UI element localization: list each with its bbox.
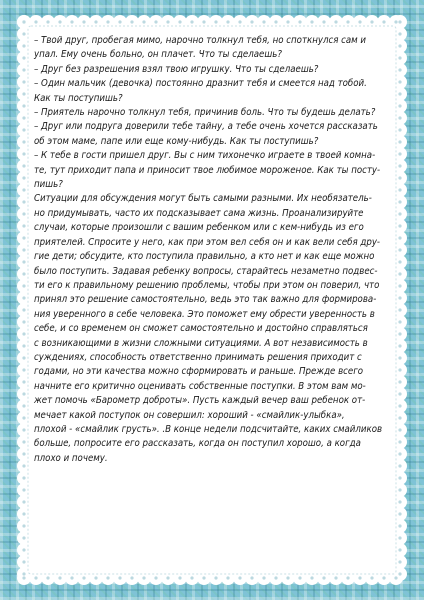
text-line: жет помочь «Барометр доброты». Пусть каждый вечер ваш ребенок от- <box>34 395 366 407</box>
text-line: приятелей. Спросите у него, как при этом вел себя он и как вели себя дру- <box>34 236 381 248</box>
text-line: – Один мальчик (девочка) постоянно дразнит тебя и смеется над тобой. <box>34 78 367 90</box>
text-line: об этом маме, папе или еще кому-нибудь. Как ты поступишь? <box>34 135 319 147</box>
text-line: но придумывать, часто их подсказывает сама жизнь. Проанализируйте <box>34 207 364 219</box>
text-line: начните его критично оценивать собственные поступки. В этом вам мо- <box>34 380 366 392</box>
text-line: плохой - «смайлик грусть». .В конце недели подсчитайте, каких смайликов <box>34 423 383 435</box>
text-line: принял это решение самостоятельно, ведь это так важно для формирова- <box>34 294 377 306</box>
text-line: с возникающими в жизни сложными ситуациями. А вот независимость в <box>34 337 368 349</box>
text-line: случаи, которые произошли с вашим ребенком или с кем-нибудь из его <box>34 222 364 234</box>
text-line: себе, и со временем он сможет самостоятельно и достойно справляться <box>34 323 368 335</box>
text-line: годами, но эти качества можно сформировать и раньше. Прежде всего <box>34 366 364 378</box>
article-text <box>34 34 386 466</box>
text-line: ти его к правильному решению проблемы, чтобы при этом он поверил, что <box>34 279 380 291</box>
text-line: – Твой друг, пробегая мимо, нарочно толкнул тебя, но споткнулся сам и <box>34 35 367 46</box>
text-line: – Друг без разрешения взял твою игрушку. Что ты сделаешь? <box>34 63 319 75</box>
text-line: пишь? <box>34 179 63 191</box>
text-line: плохо и почему. <box>34 452 108 464</box>
text-line: – Друг или подруга доверили тебе тайну, а тебе очень хочется рассказать <box>34 121 378 133</box>
text-line: – К тебе в гости пришел друг. Вы с ним тихонечко играете в твоей комна- <box>34 150 376 162</box>
text-line: – Приятель нарочно толкнул тебя, причинив боль. Что ты будешь делать? <box>34 107 376 119</box>
text-line: Как ты поступишь? <box>34 92 123 104</box>
text-line: Ситуации для обсуждения могут быть самыми разными. Их необязатель- <box>34 193 372 205</box>
text-line: суждениях, способность ответственно принимать решения приходит с <box>34 351 362 363</box>
text-line: гие дети; обсудите, кто поступила правильно, а кто нет и как еще можно <box>34 251 375 263</box>
text-line: больше, попросите его рассказать, когда он поступил хорошо, а когда <box>34 438 361 450</box>
text-line: те, тут приходит папа и приносит твое любимое мороженое. Как ты посту- <box>34 164 381 176</box>
text-line: мечает какой поступок он совершил: хороший - «смайлик-улыбка», <box>34 409 345 421</box>
text-line: ния уверенного в себе человека. Это поможет ему обрести уверенность в <box>34 308 375 320</box>
text-line: упал. Ему очень больно, он плачет. Что ты сделаешь? <box>34 49 282 61</box>
text-line: было поступить. Задавая ребенку вопросы, старайтесь незаметно подвес- <box>34 265 378 277</box>
